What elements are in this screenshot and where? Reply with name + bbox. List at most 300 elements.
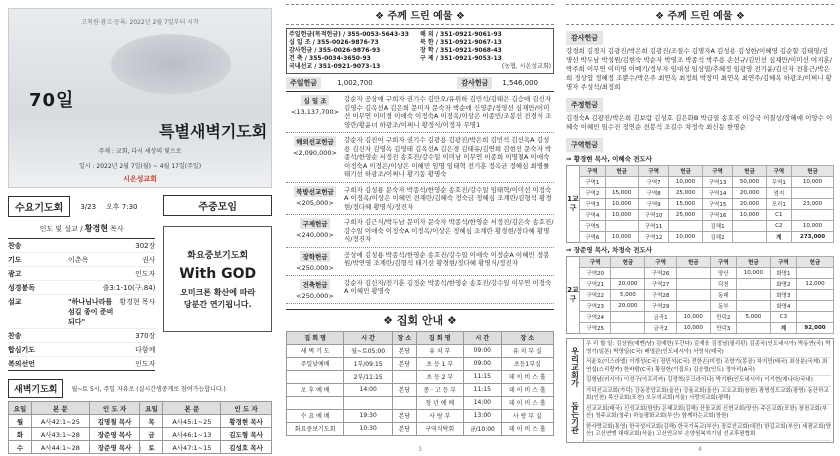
dawn-prayer-poster bbox=[8, 8, 272, 188]
offering-type: 해외선교헌금 bbox=[296, 138, 334, 146]
table-cell: 구역21 bbox=[580, 279, 611, 290]
poster-church: 시온성교회 bbox=[123, 175, 157, 183]
table-header: 구역 bbox=[766, 166, 792, 177]
table-row bbox=[580, 177, 834, 188]
table-cell: 구역7 bbox=[638, 177, 669, 188]
wed-service-time: 오후 7:30 bbox=[106, 202, 138, 211]
table-cell: 273,000 bbox=[792, 232, 834, 243]
table-cell: 5,000 bbox=[736, 312, 770, 323]
table-cell: 10,000 bbox=[792, 221, 834, 232]
table-row bbox=[580, 301, 834, 312]
table-cell: 10,000 bbox=[676, 323, 710, 334]
table-cell: 구역16 bbox=[702, 210, 733, 221]
table-cell: 사 랑 부 bbox=[416, 409, 463, 422]
offering-block bbox=[286, 276, 554, 304]
table-cell: 10,000 bbox=[792, 177, 834, 188]
poster-days: 70일 bbox=[29, 90, 75, 111]
table-cell bbox=[287, 396, 344, 409]
mission-line: 우 리 할 일: 김상원(예멘/남) 김예한(우간다) 김재웅 김정남(필리핀) 김종국(인도네시아) 박동연(국) 박영기(일본) 박영일(C국) 배영관(인도네시아) 서영식(태국) bbox=[586, 340, 831, 358]
table-cell bbox=[797, 312, 834, 323]
table-cell: 구역식탁회 bbox=[416, 422, 463, 435]
table-cell: 14:00 bbox=[463, 396, 501, 409]
table-header: 구역 bbox=[702, 166, 733, 177]
table-cell: 새 벽 기 도 bbox=[287, 344, 344, 357]
table-cell: 25,000 bbox=[669, 188, 702, 199]
table-cell: 초등1부실 bbox=[501, 357, 553, 370]
district-table bbox=[579, 165, 834, 243]
table-cell: 동부 bbox=[710, 301, 736, 312]
worship-row: 찬송 302장 bbox=[8, 239, 155, 253]
table-cell bbox=[287, 370, 344, 383]
table-cell bbox=[736, 279, 770, 290]
table-cell: 데 이 비 스 홀 bbox=[501, 396, 553, 409]
table-cell: 데 이 비 스 홀 bbox=[501, 422, 553, 435]
offering-names: 구희자 김성룡 문숙자 박종석/한영순 송호진/강수일 임태혁/이미선 이정숙A 이정옥/이상은 이혜민 전재란/김혜숙 정숙금 정혜심 조계란/김형석 황경현/정다혜 황명식/정진자 bbox=[344, 185, 552, 211]
table-cell: 유 치 부 실 bbox=[501, 344, 553, 357]
table-cell: 구역9 bbox=[638, 199, 669, 210]
table-header: 헌금 bbox=[736, 257, 770, 268]
table-header: 헌금 bbox=[669, 166, 702, 177]
table-header: 요일 bbox=[9, 402, 32, 415]
table-row bbox=[287, 409, 554, 422]
table-row bbox=[580, 290, 834, 301]
table-cell: 만덕3 bbox=[710, 323, 736, 334]
thanks-offering-names: 강경희 김경지 김광진/박은희 김광진/조절수 김명자A 김성용 김성한/이혜영 김순할 김태영/김명선 박두남 박성원/김현숙 박순자 박영조 박종석 박주용 손선규/김민선 심재만/이미선 여지훈/박주희 이무연 이미영 이예기/정부자 임대성 임상열/추혜정 임광영 전기윤/김신자 전홍근/박은희 정상엽 정혜정 조뿐수/박은주 최연옥 최정희 박장미 최연옥 최연주/김혜옥 하광조/이쩌니 황명자 주성석/최정희 bbox=[566, 47, 832, 91]
table-header: 요일 bbox=[140, 402, 163, 415]
page-number: 2 bbox=[138, 446, 142, 453]
table-cell bbox=[669, 221, 702, 232]
account-line: 구 제 / 351-0921-9053-13 bbox=[420, 55, 502, 62]
table-cell: A사44:1~28 bbox=[32, 441, 90, 454]
table-cell: 김성호 목사 bbox=[221, 441, 272, 454]
table-cell: 김해1 bbox=[702, 221, 733, 232]
table-cell: 5,000 bbox=[611, 290, 645, 301]
poster-dates: 일시 : 2022년 2월 7일(월) ~ 4월 17일(주일) bbox=[78, 163, 202, 170]
table-cell: 덕천 bbox=[710, 279, 736, 290]
offering-title-2: ❖ 주께 드린 예물 ❖ bbox=[566, 4, 834, 25]
table-cell: 초 등 2 부 bbox=[416, 370, 463, 383]
district-side: 2교구 bbox=[566, 256, 579, 334]
district-side: 1교구 bbox=[566, 165, 579, 243]
table-header: 본 문 bbox=[32, 402, 90, 415]
table-cell: 13:00 bbox=[463, 409, 501, 422]
table-cell: 구역14 bbox=[702, 188, 733, 199]
offering-block bbox=[286, 248, 554, 276]
account-line: 감사헌금 / 355-0026-9876-93 bbox=[289, 47, 381, 54]
offering-block bbox=[286, 133, 554, 183]
mission-line: 김형남(러시아) 이성구(아프리카) 김정혁(우크라이나) 박기환(인도네시아) 이기현(캐나다/국내) bbox=[586, 376, 831, 387]
account-line: 건 축 / 355-0034-3650-93 bbox=[289, 55, 371, 62]
table-cell: 23,000 bbox=[792, 199, 834, 210]
table-cell: A사45:1~25 bbox=[163, 415, 221, 428]
mission-line: 한사랑교회(통영) 한국성서교회(김해) 한국기독교(부산) 장로선교회(대전) 한길교회(부산) 세광교회(양산) 고신연맹 대대교회(서울) 고신연교부 손양원복지기념 선교후원협회 bbox=[586, 423, 831, 441]
table-row bbox=[580, 199, 834, 210]
table-cell: 15,000 bbox=[669, 199, 702, 210]
table-row bbox=[9, 428, 272, 441]
page-left bbox=[0, 0, 280, 456]
account-line: 십 일 조 / 355-0026-9876-73 bbox=[289, 39, 379, 46]
thanks-offering-amount: 1,546,000 bbox=[502, 79, 538, 87]
table-cell: 무역1 bbox=[766, 177, 792, 188]
table-header: 시 간 bbox=[463, 331, 501, 344]
table-cell bbox=[605, 177, 638, 188]
weekly-gathering-title: 주중모임 bbox=[163, 195, 272, 216]
table-row bbox=[580, 221, 834, 232]
table-cell bbox=[344, 396, 393, 409]
table-cell: 20,000 bbox=[733, 199, 766, 210]
table-cell: 구역24 bbox=[580, 312, 611, 323]
table-header: 헌금 bbox=[797, 257, 834, 268]
district-offering-heading: 구역헌금 bbox=[566, 138, 603, 152]
worship-row: 기도 이춘옥 권사 bbox=[8, 253, 155, 267]
table-cell: C2 bbox=[766, 221, 792, 232]
table-cell: 금 bbox=[140, 428, 163, 441]
table-cell bbox=[733, 232, 766, 243]
table-cell: 구역15 bbox=[702, 199, 733, 210]
table-row bbox=[580, 232, 834, 243]
table-header: 구역 bbox=[580, 257, 611, 268]
offering-amount: <240,000> bbox=[296, 231, 334, 239]
table-header: 장 소 bbox=[393, 331, 416, 344]
thanks-offering-heading: 감사헌금 bbox=[566, 31, 603, 45]
table-cell: A사47:1~15 bbox=[163, 441, 221, 454]
mission-line: 선교교회(태국) 신성교회(함양) 은혜교회(김해) 산돌교회 신현교회(양산) 주은교회(포항) 창천교회(부산) 청주교회(청주) 하늘평화교회(부산) 함께하는교회(창원) bbox=[586, 405, 831, 423]
table-cell bbox=[676, 279, 710, 290]
offering-label bbox=[286, 251, 344, 272]
table-header: 헌금 bbox=[605, 166, 638, 177]
table-cell: A사42:1~25 bbox=[32, 415, 90, 428]
offering-title: ❖ 주께 드린 예물 ❖ bbox=[286, 4, 554, 25]
offering-names: 강순자 김진이 구희자 권기수 김광용 김광진/박은희 김민석 김선옥A 김성용 김신자 김영옥 김영태 김옥선A 김은경 김태유/김연희 김현선 문숙자 박종석/한영순 서정진 송호진/강수일 이미남 이무연 이종희 이명철A 이애숙 이정숙A 이정은/이상은 이혜민 임명 임태혁 전기훈 정옥균 정혜심 최병률 태기선 하광조/이쩌니 황기동 황명숙 bbox=[344, 136, 552, 178]
worship-leader: 인도 및 설교 / 황경현 목사 bbox=[8, 221, 155, 239]
table-row bbox=[287, 344, 554, 357]
table-header: 인 도 자 bbox=[89, 402, 140, 415]
poster-top-text: 고척원·광고·등록: 2022년 2월 7일부터 시작 bbox=[81, 19, 199, 26]
offering-type: 장학헌금 bbox=[302, 252, 328, 261]
table-cell: 금곡1 bbox=[645, 312, 676, 323]
table-cell: 화 bbox=[9, 428, 32, 441]
table-cell bbox=[605, 221, 638, 232]
table-cell: 09:00 bbox=[463, 357, 501, 370]
table-row bbox=[287, 422, 554, 435]
table-cell: 본당 bbox=[393, 383, 416, 396]
table-cell: 15,000 bbox=[605, 188, 638, 199]
table-cell: 목 bbox=[140, 415, 163, 428]
table-cell: 10,000 bbox=[676, 312, 710, 323]
meeting-guide-table bbox=[286, 331, 554, 436]
table-header: 헌금 bbox=[792, 166, 834, 177]
table-cell: 11:15 bbox=[463, 383, 501, 396]
meeting-guide-title: ❖ 집회 안내 ❖ bbox=[286, 309, 554, 328]
table-cell: 수 bbox=[9, 441, 32, 454]
table-cell: 2부/11:15 bbox=[344, 370, 393, 383]
table-header: 구역 bbox=[580, 166, 606, 177]
table-cell: 화명4 bbox=[770, 301, 796, 312]
table-cell: 20,000 bbox=[733, 188, 766, 199]
offering-label bbox=[286, 218, 344, 244]
mission-line: 가덕선교교회(가덕) 강동중앙교회(울산) 강율교회(울산) 고요교회(창원) 광명성도교회(광명) 동산하교회(인천) 목산교회(포천) 모두의교회(서울) 사랑의교회(평택) bbox=[586, 387, 831, 405]
table-cell: 화명3 bbox=[770, 290, 796, 301]
worship-row: 복의선언 인도자 bbox=[8, 357, 155, 371]
table-cell: 구역20 bbox=[580, 268, 611, 279]
table-cell: 수 요 예 배 bbox=[287, 409, 344, 422]
table-cell: C3 bbox=[770, 312, 796, 323]
offering-blocks bbox=[286, 92, 554, 304]
table-cell: 10,000 bbox=[605, 232, 638, 243]
table-header: 헌금 bbox=[676, 257, 710, 268]
table-cell: 금/10:00 bbox=[463, 422, 501, 435]
table-cell: 금곡2 bbox=[645, 323, 676, 334]
table-cell: 장준영 목사 bbox=[89, 428, 140, 441]
table-cell: 본당 bbox=[393, 357, 416, 370]
table-cell: 구역27 bbox=[645, 279, 676, 290]
worship-order bbox=[8, 221, 155, 371]
table-cell: 오 후 예 배 bbox=[287, 383, 344, 396]
offering-type: 구제헌금 bbox=[302, 220, 328, 228]
offering-type: 건축헌금 bbox=[302, 280, 328, 289]
table-cell bbox=[676, 268, 710, 279]
table-cell: 구역3 bbox=[580, 199, 606, 210]
table-cell: 10,000 bbox=[669, 177, 702, 188]
table-row bbox=[287, 357, 554, 370]
district-head: ⇒ 황경현 목사, 이혜숙 전도사 bbox=[566, 155, 653, 163]
table-cell: 09:00 bbox=[463, 344, 501, 357]
table-cell: 본당 bbox=[393, 422, 416, 435]
table-row bbox=[287, 370, 554, 383]
table-cell: 구역13 bbox=[702, 177, 733, 188]
table-header: 장 소 bbox=[501, 331, 553, 344]
table-row bbox=[9, 415, 272, 428]
table-cell: 동래 bbox=[710, 290, 736, 301]
page-number: 3 bbox=[418, 446, 422, 453]
offering-block bbox=[286, 92, 554, 133]
sunday-offering-amount: 1,002,700 bbox=[337, 79, 373, 87]
table-cell: 데 이 비 스 홀 bbox=[501, 370, 553, 383]
table-cell: 10,000 bbox=[605, 210, 638, 221]
table-cell bbox=[797, 268, 834, 279]
table-cell: 구역11 bbox=[638, 221, 669, 232]
table-header-row bbox=[580, 166, 834, 177]
worship-row: 성경봉독 출3:1-10(구.84) bbox=[8, 281, 155, 295]
table-cell: A사43:1~28 bbox=[32, 428, 90, 441]
offering-amount: <205,000> bbox=[296, 198, 334, 207]
table-cell bbox=[611, 268, 645, 279]
monthly-offering-heading: 주정헌금 bbox=[566, 98, 603, 112]
table-cell: 본당 bbox=[393, 344, 416, 357]
table-header: 집 회 명 bbox=[416, 331, 463, 344]
table-cell: 19:30 bbox=[344, 409, 393, 422]
table-cell: 본당 bbox=[393, 409, 416, 422]
wed-service-date: 3/23 bbox=[80, 202, 97, 211]
table-cell: 월 bbox=[9, 415, 32, 428]
table-cell: 황경현 목사 bbox=[221, 415, 272, 428]
offering-block bbox=[286, 183, 554, 216]
table-cell: 김명철 목사 bbox=[89, 415, 140, 428]
praying-hands-image bbox=[111, 34, 231, 94]
table-header-row bbox=[580, 257, 834, 268]
table-cell: 구역4 bbox=[580, 210, 606, 221]
page-number: 4 bbox=[698, 446, 702, 453]
table-row bbox=[580, 210, 834, 221]
table-cell: 화요중보기도회 bbox=[287, 422, 344, 435]
offering-summary bbox=[286, 77, 554, 92]
monthly-offering-names: 김경숙A 김광진/박은희 김보람 김성호 김은화B 박급열 송호진 이강국 이칠상/장혜애 이양수 이혜숙 이혜민 임수진 정연순 전봉석 조길수 차정숙 최신동 한명순 bbox=[566, 114, 833, 131]
district-tables bbox=[566, 154, 834, 334]
table-header: 헌금 bbox=[733, 166, 766, 177]
table-cell: 10:30 bbox=[344, 422, 393, 435]
table-cell: 만덕2 bbox=[710, 312, 736, 323]
mission-support bbox=[566, 338, 834, 443]
table-cell: 모리1 bbox=[766, 199, 792, 210]
table-cell: 구역1 bbox=[580, 177, 606, 188]
offering-label bbox=[286, 279, 344, 300]
table-row bbox=[287, 383, 554, 396]
table-cell bbox=[736, 301, 770, 312]
table-cell: 10,000 bbox=[605, 199, 638, 210]
table-cell bbox=[792, 188, 834, 199]
table-cell: 14:00 bbox=[344, 383, 393, 396]
table-cell: 유 치 부 bbox=[416, 344, 463, 357]
table-header: 구역 bbox=[770, 257, 796, 268]
table-cell: 20,000 bbox=[611, 301, 645, 312]
district-table bbox=[579, 256, 834, 334]
offering-names: 공상애 김성룡 박종석/한영순 송호진/강수일 이애숙 이정순A 이혜민 정봉원/박연영 조계란/김형석 태기선 황경현/정다혜 황명식/정진자 bbox=[344, 250, 550, 267]
offering-amount: <13,137,700> bbox=[290, 108, 340, 116]
table-cell bbox=[393, 370, 416, 383]
table-cell: 초 등 1 부 bbox=[416, 357, 463, 370]
account-line: 장 학 / 351-0921-9068-43 bbox=[420, 47, 502, 54]
thanks-offering-label: 감사헌금 bbox=[457, 77, 492, 89]
account-line: 주일헌금(목적헌금) / 355-0053-5643-33 bbox=[289, 31, 409, 38]
bank-name: (농협, 시온성교회) bbox=[501, 63, 551, 70]
table-cell: 엄지 bbox=[766, 188, 792, 199]
table-cell: 월~토05:00 bbox=[344, 344, 393, 357]
table-cell: 화명1 bbox=[770, 268, 796, 279]
table-cell: 화명2 bbox=[770, 279, 796, 290]
table-row bbox=[580, 312, 834, 323]
table-cell bbox=[611, 323, 645, 334]
table-row bbox=[580, 188, 834, 199]
table-cell: 구역28 bbox=[645, 290, 676, 301]
table-cell: 장준영 목사 bbox=[89, 441, 140, 454]
offering-type: 북방선교헌금 bbox=[296, 187, 334, 196]
table-cell: 데 이 비 스 홀 bbox=[501, 383, 553, 396]
dawn-prayer-header bbox=[8, 379, 272, 398]
table-cell: 구역6 bbox=[580, 232, 606, 243]
weekly-gathering-box: 화요중보기도회 With GOD 오미크론 확산에 따라 당분간 연기됩니다. bbox=[163, 226, 272, 332]
table-cell: 양산 bbox=[710, 268, 736, 279]
offering-amount: <250,000> bbox=[296, 291, 334, 300]
table-cell: 청 년 예 배 bbox=[416, 396, 463, 409]
table-cell: 김해2 bbox=[702, 232, 733, 243]
table-cell: 92,000 bbox=[797, 323, 834, 334]
table-cell: 50,000 bbox=[733, 177, 766, 188]
table-header: 구역 bbox=[638, 166, 669, 177]
offering-label bbox=[286, 186, 344, 212]
district-wrap bbox=[566, 256, 834, 334]
table-cell: 10,000 bbox=[736, 268, 770, 279]
table-cell: 20,000 bbox=[611, 279, 645, 290]
table-cell bbox=[676, 301, 710, 312]
table-cell: 구역29 bbox=[645, 301, 676, 312]
table-cell: 김도형 목사 bbox=[221, 428, 272, 441]
table-row bbox=[580, 323, 834, 334]
table-cell bbox=[792, 210, 834, 221]
table-header: 인 도 자 bbox=[221, 402, 272, 415]
offering-names: 강순자 김신자/전기훈 김정순 박종석/한영순 송호진/강수일 이무연 이정숙A 이혜민 황명숙 bbox=[344, 278, 552, 295]
bank-accounts-left bbox=[289, 31, 420, 71]
table-cell bbox=[676, 290, 710, 301]
account-line: 북 한 / 351-0921-9067-13 bbox=[420, 39, 502, 46]
account-line: 해 외 / 351-0921-9061-93 bbox=[420, 31, 502, 38]
table-cell: 구역12 bbox=[638, 232, 669, 243]
table-cell: 계 bbox=[770, 323, 796, 334]
table-cell: 구역8 bbox=[638, 188, 669, 199]
table-row bbox=[287, 396, 554, 409]
table-cell: 구역26 bbox=[645, 268, 676, 279]
offering-label bbox=[286, 95, 344, 129]
worship-row: 찬송 370장 bbox=[8, 329, 155, 343]
table-header: 구역 bbox=[645, 257, 676, 268]
table-cell: 구역5 bbox=[580, 221, 606, 232]
offering-names: 구희자 김근식/박두남 문미자 문숙자 박종석/한영순 서정진/김은숙 송호진/강수일 이애숙 이정숙A 이정옥/이상은 정혜심 조계란 황경현/정다혜 황명식/정진자 bbox=[344, 218, 554, 243]
poster-title bbox=[29, 81, 74, 114]
worship-row: 광고 인도자 bbox=[8, 267, 155, 281]
table-cell: 구역25 bbox=[580, 323, 611, 334]
poster-subtitle: 특별새벽기도회 bbox=[159, 122, 268, 141]
table-cell bbox=[797, 290, 834, 301]
bank-accounts bbox=[286, 28, 554, 74]
table-cell: 10,000 bbox=[733, 210, 766, 221]
table-cell: 25,000 bbox=[669, 210, 702, 221]
table-header: 집 회 명 bbox=[287, 331, 344, 344]
table-cell: C1 bbox=[766, 210, 792, 221]
table-cell: A사46:1~13 bbox=[163, 428, 221, 441]
table-cell: 주일낮예배 bbox=[287, 357, 344, 370]
page-middle bbox=[280, 0, 560, 456]
table-header: 헌금 bbox=[611, 257, 645, 268]
table-cell: 1부/09:15 bbox=[344, 357, 393, 370]
table-cell: 10,000 bbox=[669, 232, 702, 243]
weekly-gathering bbox=[163, 202, 272, 371]
district-head: ⇒ 장준영 목사, 차정숙 전도사 bbox=[566, 246, 653, 254]
table-cell: 계 bbox=[766, 232, 792, 243]
offering-type: 십 일 조 bbox=[303, 97, 327, 105]
account-line: 국내선교 / 351-0921-9073-13 bbox=[289, 63, 381, 70]
bank-accounts-right bbox=[420, 31, 551, 71]
offering-block bbox=[286, 215, 554, 248]
poster-theme: 주제 : 교회, 다시 세상의 빛으로 bbox=[98, 148, 182, 155]
table-cell bbox=[733, 221, 766, 232]
dawn-prayer-note: 월~토 5시, 주일 자유로 (실시간생중계로 참여가능합니다.) bbox=[71, 386, 226, 393]
worship-row: 합심기도 다함께 bbox=[8, 343, 155, 357]
table-cell bbox=[797, 301, 834, 312]
table-cell bbox=[736, 323, 770, 334]
table-cell bbox=[611, 312, 645, 323]
table-row bbox=[580, 279, 834, 290]
sunday-offering-label: 주일헌금 bbox=[286, 77, 321, 89]
page-right bbox=[560, 0, 840, 456]
worship-row: 설교 "하나님나라를 섬길 종이 준비되다" 황경현 목사 bbox=[8, 295, 155, 329]
wed-service-title: 수요기도회 bbox=[8, 196, 70, 217]
table-cell bbox=[736, 290, 770, 301]
mission-side-label: 우리교회가 돕는기관 bbox=[567, 339, 584, 442]
offering-names: 강순자 공상애 구희자 권기수 김만오/유위하 김민석/김태은 김승애 김신자 김영수 김옥선A 김은희 문미자 문숙자 박순애 신영준/정영선 심재만/이미선 이무연 이미경 이애숙 이정숙A 이정옥/이상은 이종민/조봉선 전경식 조영란/황윤녀 하광조/이쩌니 황정식/이정자 무명1 bbox=[344, 95, 552, 129]
table-cell: 구역2 bbox=[580, 188, 606, 199]
table-cell: 구역23 bbox=[580, 301, 611, 312]
district-wrap bbox=[566, 165, 834, 243]
offering-amount: <2,090,000> bbox=[293, 149, 337, 157]
